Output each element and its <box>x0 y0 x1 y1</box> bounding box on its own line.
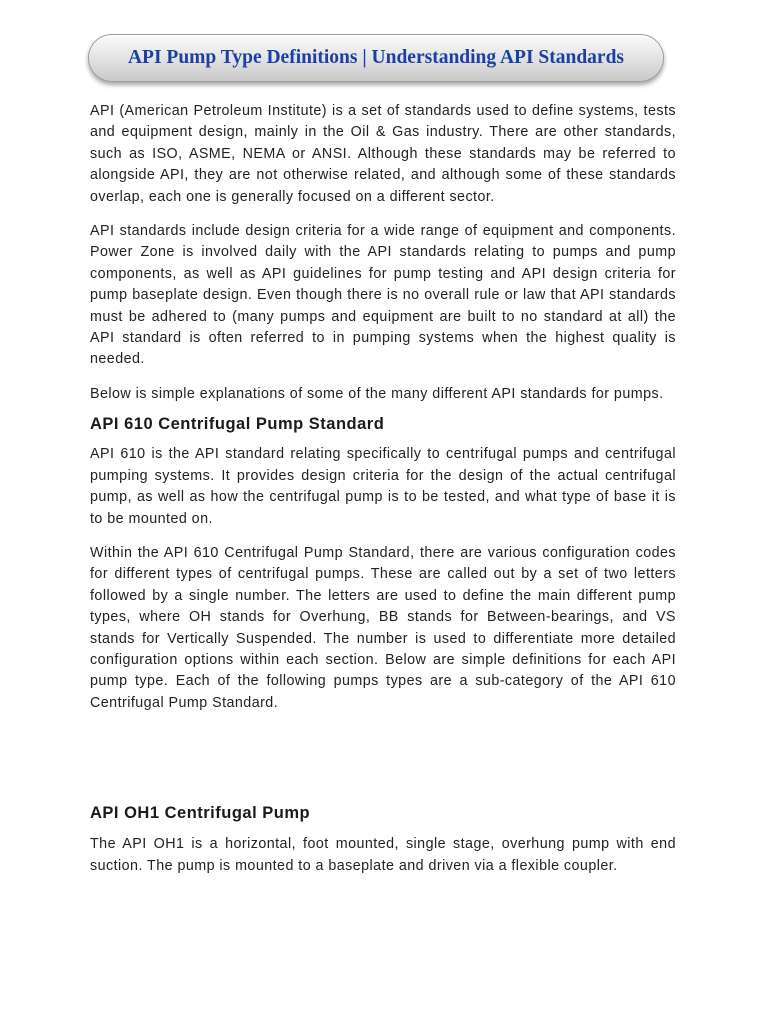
intro-paragraph: API (American Petroleum Institute) is a set of standards used to define systems, tests and equipment design, mainly in the Oil & Gas industry. There are other standards, such as ISO, ASME, NEMA or ANSI. Although these standards may be referred to alongside API, they are not otherwise related, and although some of these standards overlap, each one is generally focused on a different sector. <box>90 103 676 205</box>
oh1-heading: API OH1 Centrifugal Pump <box>90 804 311 823</box>
page-title: API Pump Type Definitions | Understanding API Standards <box>127 47 625 68</box>
below-paragraph: Below is simple explanations of some of the many different API standards for pumps. <box>90 385 664 402</box>
api610-heading: API 610 Centrifugal Pump Standard <box>90 415 385 434</box>
standards-paragraph: API standards include design criteria for a wide range of equipment and components. Power Zone is involved daily with the API standards relating to pumps and pump components, as well as API guidelines for pump testing and API design criteria for pump baseplate design. Even though there is no overall rule or law that API standards must be adhered to (many pumps and equipment are built to no standard at all) the API standard is often referred to in pumping systems when the highest quality is needed. <box>90 223 676 368</box>
api610-paragraph-2: Within the API 610 Centrifugal Pump Standard, there are various configuration codes for different types of centrifugal pumps. These are called out by a set of two letters followed by a single number. The letters are used to define the main different pump types, where OH stands for Overhung, BB stands for Between-bearings, and VS stands for Vertically Suspended. The number is used to differentiate more detailed configuration options within each section. Below are simple definitions for each API pump type. Each of the following pumps types are a sub-category of the API 610 Centrifugal Pump Standard. <box>90 544 676 711</box>
oh1-paragraph: The API OH1 is a horizontal, foot mounted, single stage, overhung pump with end suction. The pump is mounted to a baseplate and driven via a flexible coupler. <box>90 836 676 874</box>
document-body <box>90 101 676 877</box>
title-banner <box>88 34 664 82</box>
api610-paragraph-1: API 610 is the API standard relating specifically to centrifugal pumps and centrifugal pumping systems. It provides design criteria for the design of the actual centrifugal pump, as well as how the centrifugal pump is to be tested, and what type of base it is to be mounted on. <box>90 446 676 527</box>
